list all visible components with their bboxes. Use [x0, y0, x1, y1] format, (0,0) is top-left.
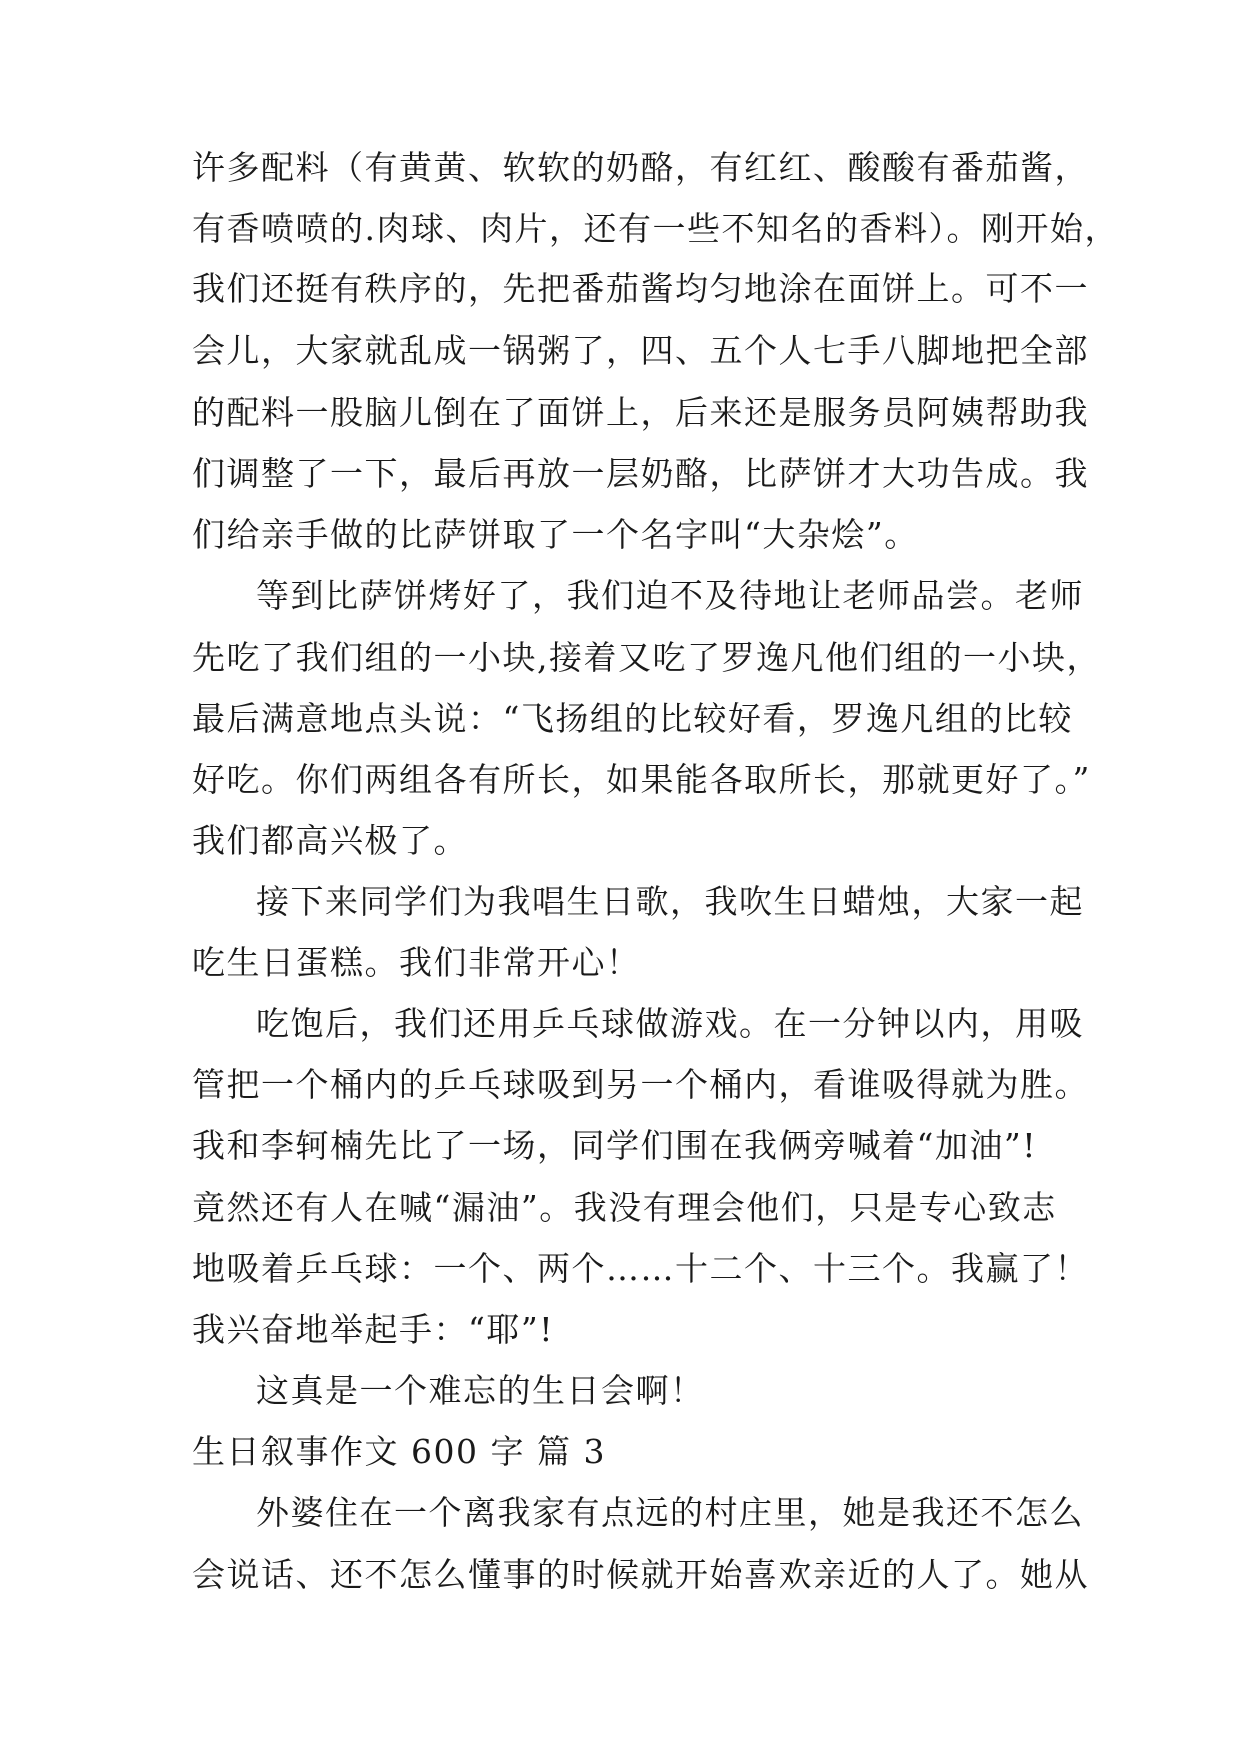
text-line: 的配料一股脑儿倒在了面饼上，后来还是服务员阿姨帮助我 [192, 393, 1089, 432]
text-line: 我们还挺有秩序的，先把番茄酱均匀地涂在面饼上。可不一 [192, 269, 1089, 308]
text-line: 先吃了我们组的一小块,接着又吃了罗逸凡他们组的一小块， [192, 638, 1101, 677]
text-line: 我兴奋地举起手：“耶”! [192, 1310, 555, 1349]
text-line: 地吸着乒乓球：一个、两个……十二个、十三个。我赢了！ [192, 1249, 1089, 1288]
text-line: 管把一个桶内的乒乓球吸到另一个桶内，看谁吸得就为胜。 [192, 1065, 1089, 1104]
text-line: 会儿，大家就乱成一锅粥了，四、五个人七手八脚地把全部 [192, 331, 1089, 370]
text-line: 最后满意地点头说：“飞扬组的比较好看，罗逸凡组的比较 [192, 699, 1073, 738]
paragraph-first-line: 外婆住在一个离我家有点远的村庄里，她是我还不怎么 [256, 1493, 1084, 1532]
paragraph-first-line: 等到比萨饼烤好了，我们迫不及待地让老师品尝。老师 [256, 576, 1084, 615]
section-heading: 生日叙事作文 600 字 篇 3 [192, 1432, 606, 1471]
text-line: 许多配料（有黄黄、软软的奶酪，有红红、酸酸有番茄酱， [192, 148, 1089, 187]
text-line: 们调整了一下，最后再放一层奶酪，比萨饼才大功告成。我 [192, 454, 1089, 493]
text-line: 竟然还有人在喊“漏油”。我没有理会他们，只是专心致志 [192, 1188, 1057, 1227]
text-line: 们给亲手做的比萨饼取了一个名字叫“大杂烩”。 [192, 515, 919, 554]
text-line: 我和李轲楠先比了一场，同学们围在我俩旁喊着“加油”! [192, 1126, 1038, 1165]
text-line: 会说话、还不怎么懂事的时候就开始喜欢亲近的人了。她从 [192, 1555, 1089, 1594]
paragraph-first-line: 这真是一个难忘的生日会啊！ [256, 1371, 705, 1410]
text-line: 有香喷喷的.肉球、肉片，还有一些不知名的香料）。刚开始， [192, 209, 1119, 248]
paragraph-first-line: 吃饱后，我们还用乒乓球做游戏。在一分钟以内，用吸 [256, 1004, 1084, 1043]
text-line: 我们都高兴极了。 [192, 821, 468, 860]
text-line: 好吃。你们两组各有所长，如果能各取所长，那就更好了。” [192, 760, 1091, 799]
paragraph-first-line: 接下来同学们为我唱生日歌，我吹生日蜡烛，大家一起 [256, 882, 1084, 921]
text-line: 吃生日蛋糕。我们非常开心！ [192, 943, 641, 982]
